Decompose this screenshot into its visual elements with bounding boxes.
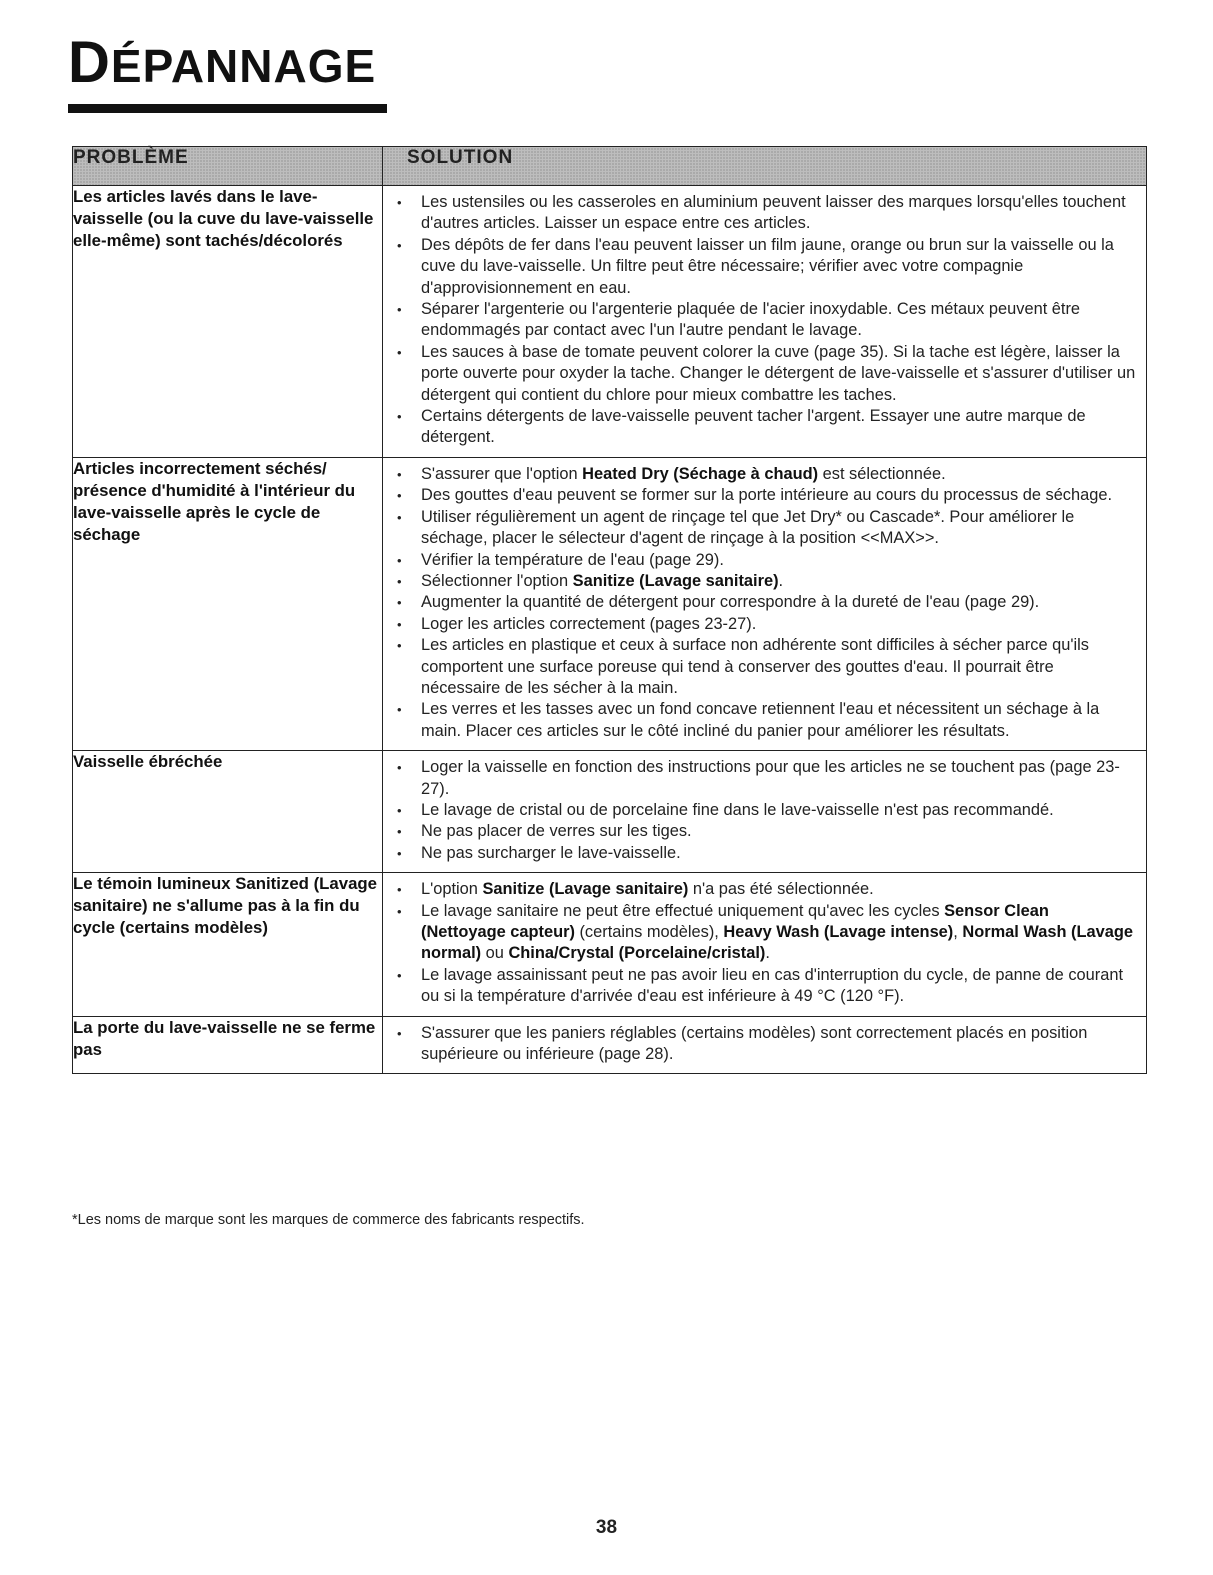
problem-cell: La porte du lave-vaisselle ne se ferme pas bbox=[73, 1016, 383, 1074]
solution-item bbox=[397, 192, 1136, 235]
solution-text: Le lavage de cristal ou de porcelaine fine dans le lave-vaisselle n'est pas recommandé. bbox=[421, 800, 1054, 819]
table-row bbox=[73, 1016, 1147, 1074]
solution-emphasis: Sensor Clean (Nettoyage capteur) bbox=[421, 901, 1049, 941]
solution-list bbox=[383, 1017, 1146, 1074]
solution-emphasis: Normal Wash (Lavage normal) bbox=[421, 923, 1134, 963]
solution-emphasis: China/Crystal (Porcelaine/cristal) bbox=[508, 944, 766, 963]
solution-text: Certains détergents de lave-vaisselle peuvent tacher l'argent. Essayer une autre marque de détergent. bbox=[421, 407, 1086, 447]
solution-text: n'a pas été sélectionnée. bbox=[688, 880, 874, 899]
solution-item bbox=[397, 235, 1136, 299]
solution-item bbox=[397, 406, 1136, 449]
solution-emphasis: Heated Dry (Séchage à chaud) bbox=[582, 464, 819, 483]
solution-text: Les articles en plastique et ceux à surface non adhérente sont difficiles à sécher parce qu'ils comportent une surface poreuse qui tend à conserver des gouttes d'eau. Il pourrait être nécessaire de les sécher à la main. bbox=[421, 636, 1089, 697]
solution-item bbox=[397, 571, 1136, 592]
problem-cell: Le témoin lumineux Sanitized (Lavage sanitaire) ne s'allume pas à la fin du cycle (certains modèles) bbox=[73, 873, 383, 1016]
solution-item bbox=[397, 464, 1136, 485]
page-number: 38 bbox=[595, 1517, 618, 1538]
solution-item bbox=[397, 821, 1136, 842]
solution-text: Utiliser régulièrement un agent de rinçage tel que Jet Dry* ou Cascade*. Pour améliorer le séchage, placer le sélecteur d'agent de rinçage à la position <<MAX>>. bbox=[421, 507, 1075, 548]
solution-text: Les sauces à base de tomate peuvent colorer la cuve (page 35). Si la tache est légère, laisser la porte ouverte pour oxyder la tache. Changer le détergent de lave-vaisselle et s'assurer d'utiliser un détergent qui contient du chlore pour mieux combattre les taches. bbox=[421, 342, 1136, 404]
solution-emphasis: Heavy Wash (Lavage intense) bbox=[723, 923, 954, 941]
solution-text: Le lavage assainissant peut ne pas avoir lieu en cas d'interruption du cycle, de panne de courant ou si la température d'arrivée d'eau est inférieure à 49 °C (120 °F). bbox=[421, 965, 1124, 1006]
solution-item bbox=[397, 843, 1136, 864]
solution-cell bbox=[383, 873, 1147, 1016]
solution-text: Vérifier la température de l'eau (page 29). bbox=[421, 550, 724, 569]
solution-text: Loger la vaisselle en fonction des instructions pour que les articles ne se touchent pas (page 23-27). bbox=[421, 758, 1120, 798]
solution-item bbox=[397, 614, 1136, 635]
table-row bbox=[73, 873, 1147, 1016]
title-underline bbox=[68, 104, 387, 113]
table-row bbox=[73, 186, 1147, 458]
solution-item bbox=[397, 800, 1136, 821]
problem-cell: Les articles lavés dans le lave-vaisselle (ou la cuve du lave-vaisselle elle-même) sont tachés/décolorés bbox=[73, 186, 383, 458]
solution-emphasis: Sanitize (Lavage sanitaire) bbox=[482, 880, 689, 899]
table-header-row bbox=[73, 147, 1147, 186]
solution-text: Le lavage sanitaire ne peut être effectué uniquement qu'avec les cycles bbox=[421, 901, 945, 920]
table-row bbox=[73, 751, 1147, 873]
solution-text: , bbox=[953, 923, 963, 941]
solution-item bbox=[397, 901, 1136, 965]
solution-item bbox=[397, 592, 1136, 613]
solution-item bbox=[397, 879, 1136, 900]
solution-item bbox=[397, 699, 1136, 742]
solution-list bbox=[383, 751, 1146, 872]
solution-text: Des dépôts de fer dans l'eau peuvent laisser un film jaune, orange ou brun sur la vaisselle ou la cuve du lave-vaisselle. Un filtre peut être nécessaire; vérifier avec votre compagnie d'approvisionnement en eau. bbox=[421, 235, 1114, 297]
solution-text: L'option bbox=[421, 880, 483, 899]
solution-text: S'assurer que les paniers réglables (certains modèles) sont correctement placés en position supérieure ou inférieure (page 28). bbox=[421, 1023, 1088, 1064]
solution-text: Des gouttes d'eau peuvent se former sur la porte intérieure au cours du processus de séchage. bbox=[421, 486, 1113, 505]
solution-text: Séparer l'argenterie ou l'argenterie plaquée de l'acier inoxydable. Ces métaux peuvent être endommagés par contact avec l'un l'autre pendant le lavage. bbox=[421, 300, 1081, 340]
solution-text: (certains modèles), bbox=[574, 923, 724, 941]
solution-text: Les verres et les tasses avec un fond concave retiennent l'eau et nécessitent un séchage à la main. Placer ces articles sur le côté incliné du panier pour améliorer les résultats. bbox=[421, 700, 1100, 740]
page-title-initial: D bbox=[68, 30, 111, 95]
solution-item bbox=[397, 1023, 1136, 1066]
solution-item bbox=[397, 342, 1136, 406]
solution-text: Sélectionner l'option bbox=[421, 571, 573, 590]
table-body bbox=[73, 186, 1147, 1074]
solution-text: . bbox=[765, 944, 770, 963]
header-solution: SOLUTION bbox=[383, 147, 1147, 186]
problem-cell: Articles incorrectement séchés/ présence d'humidité à l'intérieur du lave-vaisselle après le cycle de séchage bbox=[73, 457, 383, 750]
solution-item bbox=[397, 757, 1136, 800]
troubleshooting-table bbox=[72, 146, 1147, 1074]
solution-text: est sélectionnée. bbox=[818, 464, 946, 483]
table-row bbox=[73, 457, 1147, 750]
solution-text: ou bbox=[481, 944, 509, 963]
solution-item bbox=[397, 507, 1136, 550]
solution-cell bbox=[383, 1016, 1147, 1074]
solution-item bbox=[397, 550, 1136, 571]
page-title bbox=[68, 28, 376, 101]
solution-text: Ne pas placer de verres sur les tiges. bbox=[421, 822, 692, 841]
solution-text: Loger les articles correctement (pages 23-27). bbox=[421, 614, 757, 633]
solution-item bbox=[397, 635, 1136, 699]
page-title-rest: ÉPANNAGE bbox=[110, 40, 377, 92]
solution-text: Les ustensiles ou les casseroles en aluminium peuvent laisser des marques lorsqu'elles touchent d'autres articles. Laisser un espace entre ces articles. bbox=[421, 193, 1126, 233]
solution-text: Ne pas surcharger le lave-vaisselle. bbox=[421, 843, 681, 862]
solution-cell bbox=[383, 751, 1147, 873]
solution-list bbox=[383, 873, 1146, 1015]
solution-list bbox=[383, 458, 1146, 750]
problem-cell: Vaisselle ébréchée bbox=[73, 751, 383, 873]
solution-item bbox=[397, 965, 1136, 1008]
solution-item bbox=[397, 485, 1136, 506]
solution-text: S'assurer que l'option bbox=[421, 464, 583, 483]
header-problem: PROBLÈME bbox=[73, 147, 383, 186]
solution-item bbox=[397, 299, 1136, 342]
solution-text: Augmenter la quantité de détergent pour correspondre à la dureté de l'eau (page 29). bbox=[421, 593, 1040, 612]
solution-list bbox=[383, 186, 1146, 457]
footnote: *Les noms de marque sont les marques de commerce des fabricants respectifs. bbox=[72, 1212, 585, 1228]
solution-emphasis: Sanitize (Lavage sanitaire) bbox=[572, 571, 779, 590]
solution-cell bbox=[383, 186, 1147, 458]
solution-cell bbox=[383, 457, 1147, 750]
solution-text: . bbox=[778, 571, 784, 590]
